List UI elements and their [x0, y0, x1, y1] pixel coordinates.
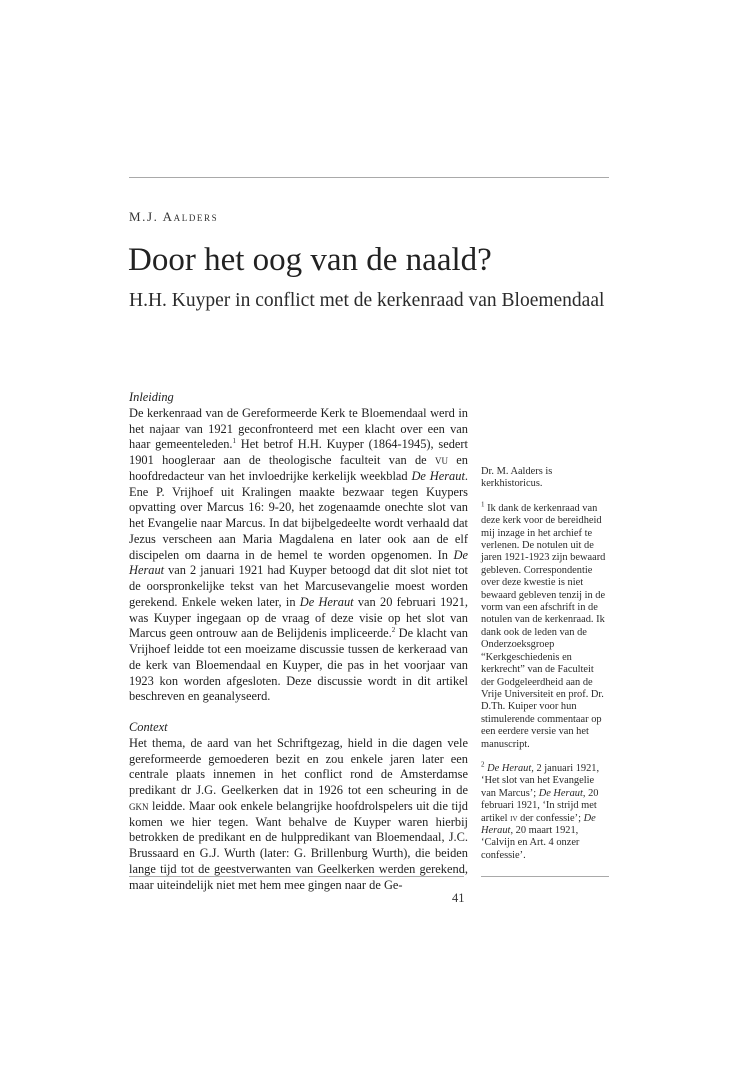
text-run: der confessie’;	[517, 812, 584, 824]
text-run: van 20 februari 1921, was Kuyper ingegaan op de vraag of deze visie op het slot van Marcus geen ontrouw aan de Belijdenis impliceerde.	[129, 594, 468, 641]
author-name: M.J. Aalders	[129, 209, 219, 224]
article-title: Door het oog van de naald?	[128, 242, 492, 278]
periodical-title: De Heraut	[299, 594, 354, 609]
paragraph-context	[129, 736, 468, 894]
text-run-smallcaps: gkn	[129, 798, 149, 813]
text-run: , 20 februari 1921, ‘In strijd met artikel	[481, 787, 599, 824]
footnote-ref-2[interactable]: 2	[391, 626, 396, 635]
page-number: 41	[452, 891, 465, 905]
periodical-title: De Heraut	[481, 812, 596, 836]
paragraph-inleiding	[129, 406, 468, 705]
footnote-marker-1: 1	[481, 500, 485, 509]
footnote-marker-2: 2	[481, 760, 485, 769]
periodical-title: De Heraut	[129, 547, 468, 578]
footnote-2	[481, 760, 609, 862]
bottom-rule-main	[129, 876, 464, 877]
text-run: leidde. Maar ook enkele belangrijke hoofdrolspelers uit die tijd komen we hier tegen. Want behalve de Kuyper waren hierbij betrokken de predikant en de hulppredikant van Bloemendaal, J.C. Brussaard en G.J. Wurth (later: G. Brillenburg Wurth), die beiden lange tijd tot de geestverwanten van Geelkerken werden gerekend, maar uiteindelijk niet met hem mee gingen naar de Ge-	[129, 798, 468, 892]
text-run: , 20 maart 1921, ‘Calvijn en Art. 4 onzer confessie’.	[481, 824, 580, 861]
text-run: , 2 januari 1921, ‘Het slot van het Evangelie van Marcus’;	[481, 762, 600, 799]
text-run-smallcaps: vu	[434, 453, 448, 467]
text-run: De klacht van Vrijhoef leidde tot een moeizame discussie tussen de kerkeraad van de kerk van Bloemendaal en Kuyper, die pas in het voorjaar van 1923 kon worden afgesloten. Deze discussie wordt in dit artikel beschreven en geanalyseerd.	[129, 626, 468, 704]
periodical-title: De Heraut	[411, 468, 465, 483]
text-run: en hoofdredacteur van het invloedrijke kerkelijk weekblad	[129, 453, 468, 483]
footnote-1-text: Ik dank de kerkenraad van deze kerk voor de bereidheid mij inzage in het archief te verlenen. De notulen uit de jaren 1921-1923 zijn bewaard gebleven. Correspondentie over deze kwestie is niet bewaard gebleven tenzij in de vorm van een afschrift in de notulen van de kerkenraad. Ik dank ook de leden van de Onderzoeksgroep “Kerkgeschiedenis en kerkrecht” van de Faculteit der Godgeleerdheid aan de Vrije Universiteit en prof. Dr. D.Th. Kuiper voor hun stimulerende commentaar op een eerdere versie van het manuscript.	[481, 502, 606, 750]
article-subtitle: H.H. Kuyper in conflict met de kerkenraad van Bloemendaal	[129, 290, 605, 311]
text-run: De kerkenraad van de Gereformeerde Kerk te Bloemendaal werd in het najaar van 1921 geconfronteerd met een klacht over een van haar gemeenteleden.	[129, 405, 468, 452]
periodical-title: De Heraut	[538, 787, 583, 799]
text-run: . Ene P. Vrijhoef uit Kralingen maakte bezwaar tegen Kuypers opvatting over Marcus 16: 9-20, het zogenaamde onechte slot van het Evangelie naar Marcus. In dat bijbelgedeelte wordt verhaald dat Jezus verscheen aan Maria Magdalena en later ook aan de elf discipelen om daarna in de hemel te worden opgenomen. In	[129, 468, 468, 562]
text-run-smallcaps: iv	[510, 812, 518, 824]
text-run: Het betrof H.H. Kuyper (1864-1945), sedert 1901 hoogleraar aan de theologische faculteit van de	[129, 437, 468, 467]
footnote-1	[481, 500, 609, 751]
text-run: Het thema, de aard van het Schriftgezag, hield in die dagen vele gereformeerde gemoederen bezit en zou enkele jaren later een centrale plaats innemen in het conflict rond de Amsterdamse predikant dr J.G. Geelkerken dat in 1926 tot een scheuring in de	[129, 735, 468, 797]
footnote-ref-1[interactable]: 1	[232, 437, 236, 446]
periodical-title: De Heraut	[487, 762, 532, 774]
section-heading-inleiding: Inleiding	[129, 390, 174, 404]
main-text-column	[129, 390, 468, 893]
author-note: Dr. M. Aalders is kerkhistoricus.	[481, 466, 553, 490]
section-heading-context: Context	[129, 720, 168, 734]
text-run: van 2 januari 1921 had Kuyper betoogd dat dit slot niet tot de oorspronkelijke tekst van het Marcusevangelie moest worden gerekend. Enkele weken later, in	[129, 563, 468, 609]
sidenote-column	[481, 466, 609, 874]
bottom-rule-sidenotes	[481, 876, 609, 877]
top-rule	[129, 177, 609, 178]
